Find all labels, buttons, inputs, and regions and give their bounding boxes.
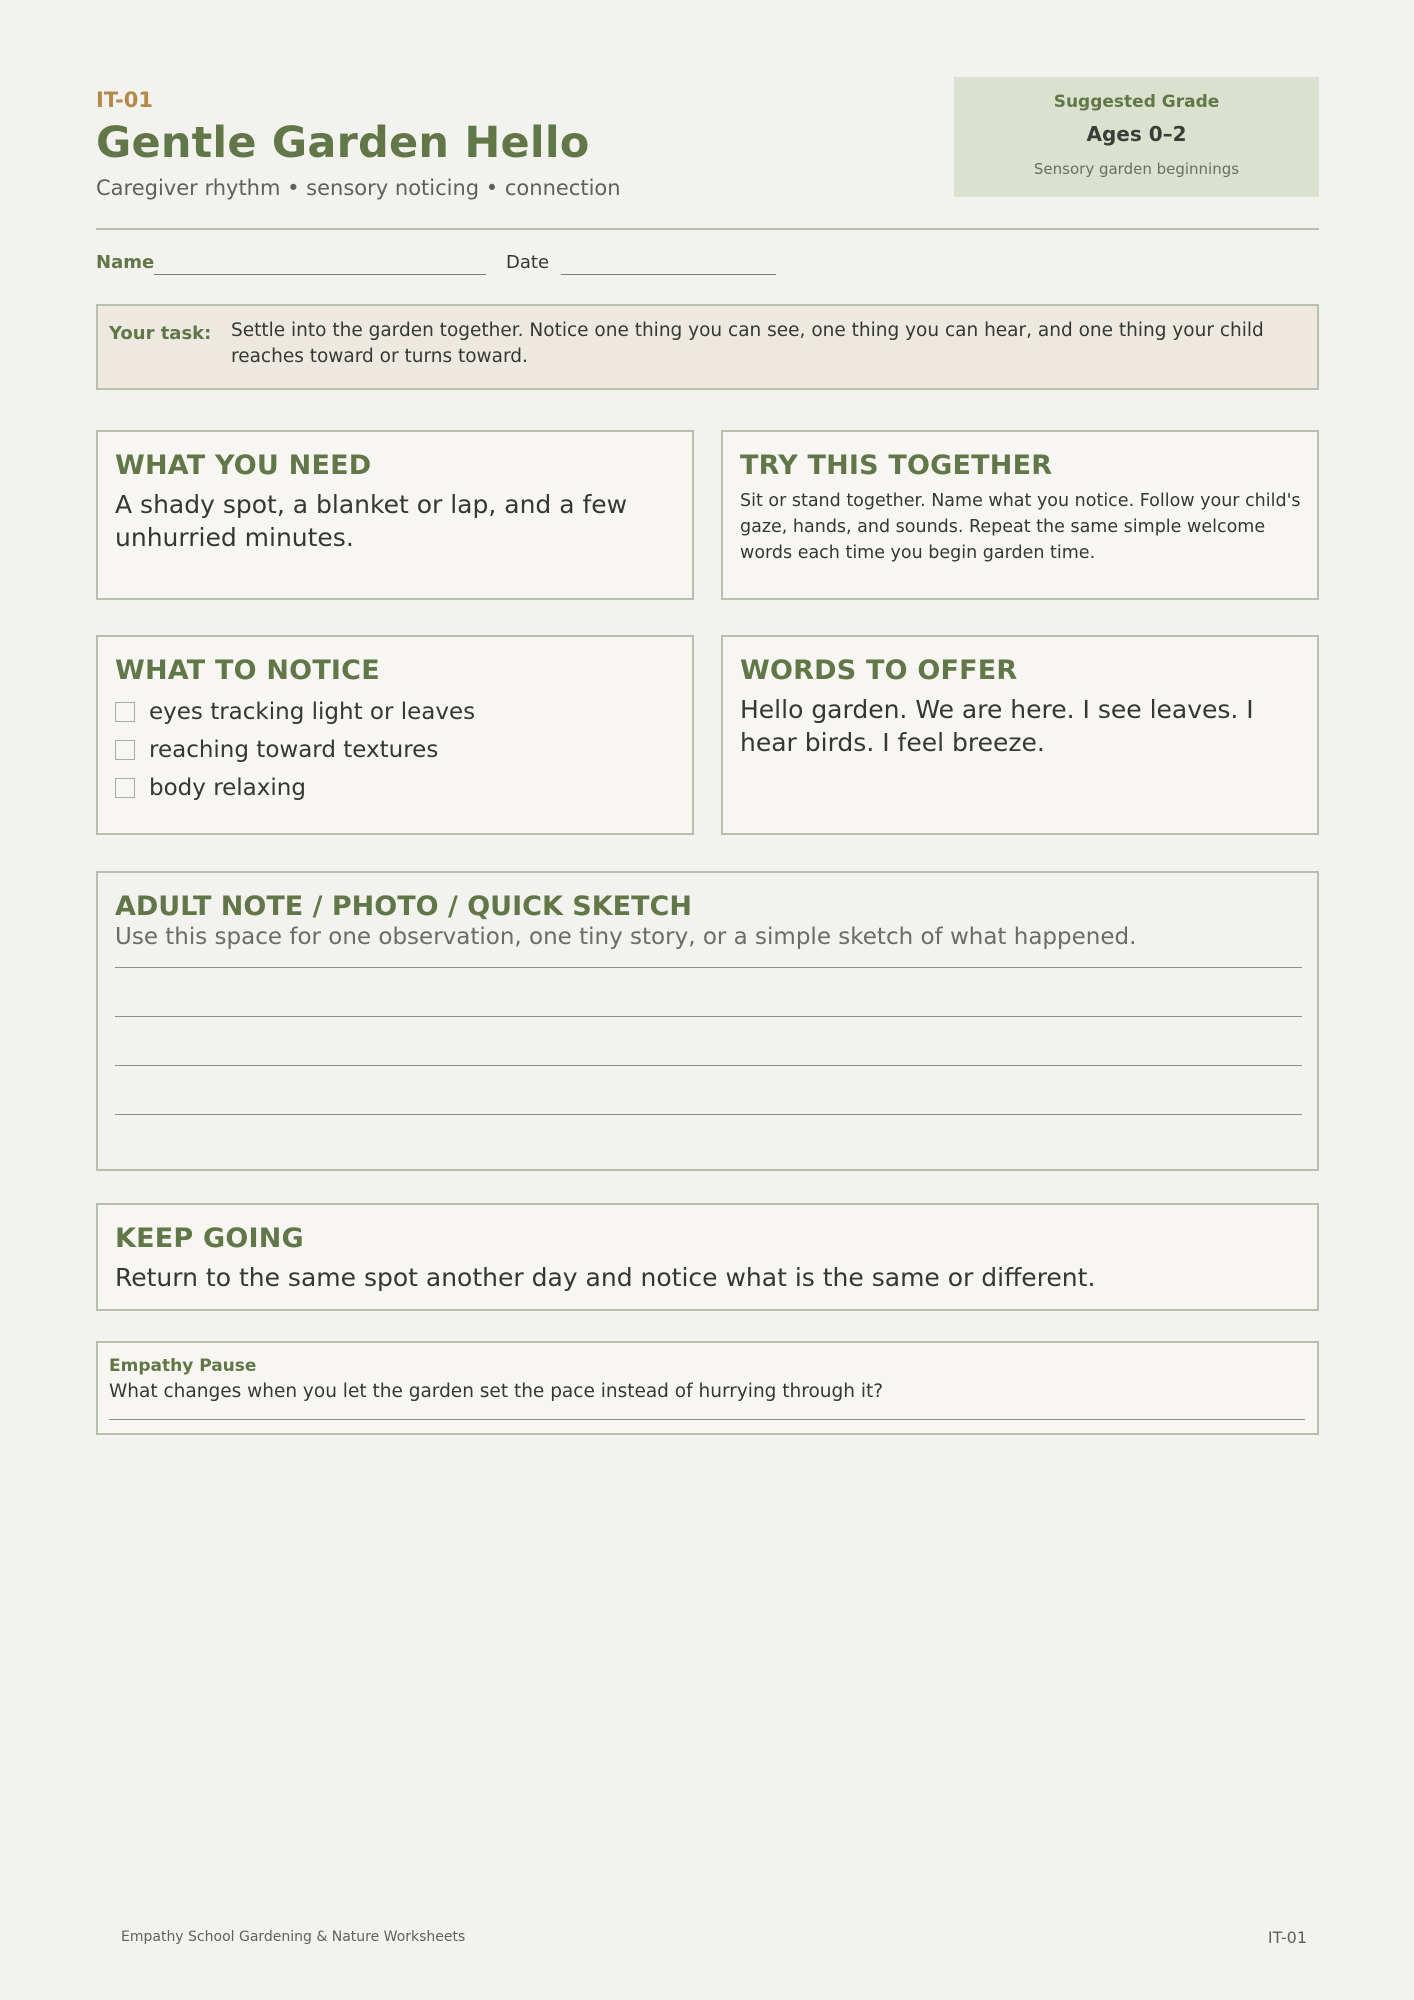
try-this-together-heading: TRY THIS TOGETHER [740, 450, 1053, 481]
name-date-row [96, 250, 1319, 280]
keep-going-card [96, 1203, 1319, 1311]
what-to-notice-card [96, 635, 694, 835]
try-this-together-text: Sit or stand together. Name what you notice. Follow your child's gaze, hands, and sounds. Repeat the same simple welcome words each time you begin garden time. [740, 491, 1301, 563]
checklist-item [115, 697, 475, 735]
what-you-need-card [96, 430, 694, 600]
words-to-offer-card [721, 635, 1319, 835]
adult-note-heading: ADULT NOTE / PHOTO / QUICK SKETCH [115, 891, 692, 922]
grade-ages: Ages 0–2 [1086, 122, 1187, 146]
keep-going-heading: KEEP GOING [115, 1223, 304, 1254]
notice-checklist [115, 697, 475, 811]
keep-going-text: Return to the same spot another day and notice what is the same or different. [115, 1263, 1096, 1292]
checklist-item-label: body relaxing [149, 775, 306, 801]
checkbox[interactable] [115, 702, 135, 722]
writing-line[interactable] [115, 1114, 1302, 1115]
writing-line[interactable] [115, 1065, 1302, 1066]
checkbox[interactable] [115, 778, 135, 798]
what-you-need-text: A shady spot, a blanket or lap, and a few unhurried minutes. [115, 490, 628, 552]
footer-series-title: Empathy School Gardening & Nature Worksheets [121, 1929, 466, 1945]
date-field[interactable] [561, 274, 776, 275]
task-text: Settle into the garden together. Notice one thing you can see, one thing you can hear, and one thing your child reaches toward or turns toward. [231, 320, 1264, 367]
footer-page-code: IT-01 [1267, 1928, 1307, 1947]
suggested-grade-panel [954, 77, 1319, 197]
what-to-notice-heading: WHAT TO NOTICE [115, 655, 380, 686]
checklist-item-label: reaching toward textures [149, 737, 439, 763]
checklist-item [115, 735, 475, 773]
task-box [96, 304, 1319, 390]
words-to-offer-heading: WORDS TO OFFER [740, 655, 1018, 686]
answer-line[interactable] [109, 1419, 1305, 1420]
words-to-offer-text: Hello garden. We are here. I see leaves. I hear birds. I feel breeze. [740, 695, 1254, 757]
date-label: Date [506, 252, 550, 273]
checklist-item [115, 773, 475, 811]
writing-line[interactable] [115, 1016, 1302, 1017]
header-divider [96, 228, 1319, 230]
empathy-pause-question: What changes when you let the garden set the pace instead of hurrying through it? [109, 1381, 884, 1402]
checkbox[interactable] [115, 740, 135, 760]
writing-line[interactable] [115, 967, 1302, 968]
adult-note-hint: Use this space for one observation, one tiny story, or a simple sketch of what happened. [115, 924, 1137, 950]
page-title: Gentle Garden Hello [96, 118, 590, 168]
empathy-pause-label: Empathy Pause [109, 1356, 257, 1376]
grade-description: Sensory garden beginnings [1033, 160, 1240, 178]
worksheet-page [96, 0, 1319, 2000]
adult-note-box [96, 871, 1319, 1171]
try-this-together-card [721, 430, 1319, 600]
empathy-pause-box [96, 1341, 1319, 1435]
name-field[interactable] [154, 274, 486, 275]
name-label: Name [96, 252, 155, 273]
checklist-item-label: eyes tracking light or leaves [149, 699, 476, 725]
worksheet-code: IT-01 [96, 88, 153, 112]
what-you-need-heading: WHAT YOU NEED [115, 450, 372, 481]
task-label: Your task: [109, 323, 212, 344]
page-subtitle: Caregiver rhythm • sensory noticing • connection [96, 176, 621, 200]
grade-label: Suggested Grade [1053, 92, 1220, 112]
